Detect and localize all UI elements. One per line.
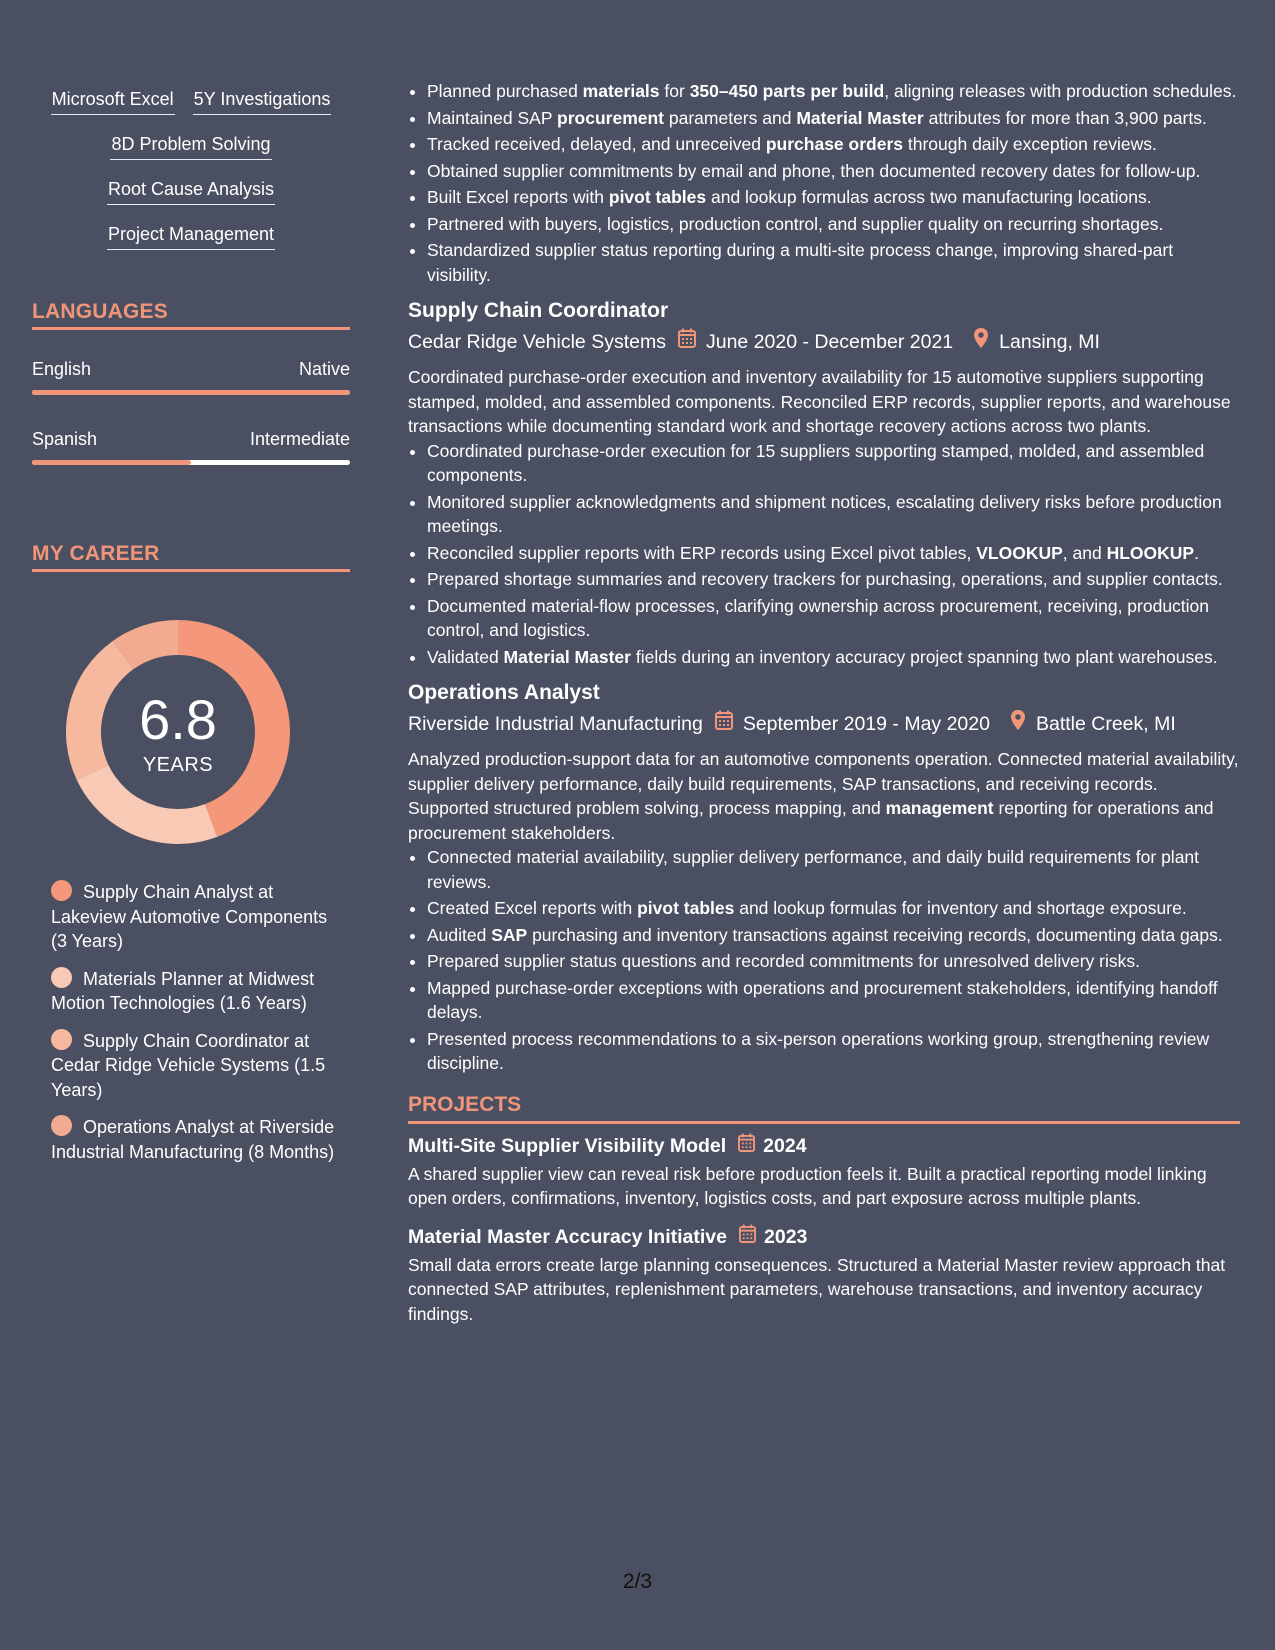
bullet-item: • Audited SAP purchasing and inventory transactions against receiving records, documenting data gaps. <box>427 923 1240 948</box>
skill-row <box>32 176 350 221</box>
bullet-item: • Tracked received, delayed, and unreceived purchase orders through daily exception reviews. <box>427 132 1240 157</box>
job-company: Cedar Ridge Vehicle Systems <box>408 331 666 353</box>
right-column <box>408 79 1240 1326</box>
job-title: Operations Analyst <box>408 681 600 704</box>
bullet-item: • Prepared supplier status questions and recorded commitments for unresolved delivery risks. <box>427 949 1240 974</box>
language-proficiency-fill <box>32 390 350 395</box>
legend-dot <box>51 880 72 901</box>
career-legend-item <box>51 967 341 1016</box>
bullet-item: • Presented process recommendations to a six-person operations working group, strengthening review discipline. <box>427 1027 1240 1076</box>
career-legend-item <box>51 1029 341 1103</box>
job-meta <box>408 709 1240 739</box>
project-description: Small data errors create large planning consequences. Structured a Material Master review approach that connected SAP attributes, replenishment parameters, warehouse transactions, and inventory accuracy findings. <box>408 1254 1226 1324</box>
bullet-item: • Obtained supplier commitments by email and phone, then documented recovery dates for follow-up. <box>427 159 1240 184</box>
language-proficiency-bar <box>32 460 350 465</box>
bullet-item: • Connected material availability, supplier delivery performance, and daily build requirements for plant reviews. <box>427 845 1240 894</box>
job-meta <box>408 327 1240 357</box>
language-spanish <box>32 428 350 465</box>
page-number: 2/3 <box>622 1570 653 1593</box>
career-donut-chart <box>66 620 290 844</box>
language-proficiency-fill <box>32 460 191 465</box>
calendar-icon <box>678 328 696 356</box>
project-year: 2023 <box>764 1225 808 1248</box>
legend-label: Operations Analyst at Riverside Industrial Manufacturing (8 Months) <box>51 1117 335 1162</box>
skill-tag: Project Management <box>107 221 275 250</box>
job-dates: June 2020 - December 2021 <box>705 331 954 353</box>
language-proficiency-bar <box>32 390 350 395</box>
bullet-item: • Planned purchased materials for 350–450 parts per build, aligning releases with production schedules. <box>427 79 1240 104</box>
calendar-icon <box>715 710 733 738</box>
job-company: Riverside Industrial Manufacturing <box>408 713 703 735</box>
bullet-item: • Documented material-flow processes, clarifying ownership across procurement, receiving, production control, and logistics. <box>427 594 1240 643</box>
bullet-item: • Reconciled supplier reports with ERP records using Excel pivot tables, VLOOKUP, and HLOOKUP. <box>427 541 1240 566</box>
legend-dot <box>51 1115 72 1136</box>
career-legend-item <box>51 880 341 954</box>
skill-tag: 5Y Investigations <box>193 86 332 115</box>
career-total-unit: YEARS <box>142 754 214 776</box>
career-total-years: 6.8 <box>139 688 217 751</box>
legend-label: Supply Chain Coordinator at Cedar Ridge Vehicle Systems (1.5 Years) <box>51 1030 326 1100</box>
job-summary: Analyzed production-support data for an automotive components operation. Connected material availability, supplier delivery performance, daily build requirements, SAP transactions, and receiving records. Supported structured problem solving, process mapping, and management reporting for operations and procurement stakeholders. <box>408 749 1239 843</box>
project-description: A shared supplier view can reveal risk before production feels it. Built a practical reporting model linking open orders, confirmations, inventory, logistics costs, and part exposure across multiple plants. <box>408 1163 1207 1208</box>
previous-job-bullets <box>408 79 1240 287</box>
project-year: 2024 <box>763 1134 807 1157</box>
language-english <box>32 358 350 395</box>
bullet-item: • Maintained SAP procurement parameters and Material Master attributes for more than 3,900 parts. <box>427 106 1240 131</box>
project-title-row <box>408 1223 1240 1251</box>
job-bullets <box>408 439 1240 670</box>
calendar-icon <box>739 1223 756 1251</box>
job-title: Supply Chain Coordinator <box>408 299 669 322</box>
skill-tag: Microsoft Excel <box>51 86 175 115</box>
legend-dot <box>51 967 72 988</box>
career-heading: MY CAREER <box>32 542 350 572</box>
location-pin-icon <box>973 327 989 357</box>
language-name: English <box>32 359 92 379</box>
bullet-item: • Built Excel reports with pivot tables and lookup formulas across two manufacturing locations. <box>427 185 1240 210</box>
project-title: Material Master Accuracy Initiative <box>408 1225 727 1248</box>
bullet-item: • Standardized supplier status reporting during a multi-site process change, improving shared-part visibility. <box>427 238 1240 287</box>
project-title: Multi-Site Supplier Visibility Model <box>408 1134 727 1157</box>
job-bullets <box>408 845 1240 1076</box>
bullet-item: • Monitored supplier acknowledgments and shipment notices, escalating delivery risks before production meetings. <box>427 490 1240 539</box>
legend-label: Supply Chain Analyst at Lakeview Automotive Components (3 Years) <box>51 882 328 951</box>
languages-heading: LANGUAGES <box>32 300 350 330</box>
job-location: Battle Creek, MI <box>1035 713 1176 735</box>
bullet-item: • Validated Material Master fields during an inventory accuracy project spanning two plant warehouses. <box>427 645 1240 670</box>
legend-dot <box>51 1029 72 1050</box>
language-level: Native <box>298 359 350 379</box>
skill-row <box>32 221 350 266</box>
project-title-row <box>408 1132 1240 1160</box>
calendar-icon <box>738 1132 755 1160</box>
skill-tag: Root Cause Analysis <box>107 176 275 205</box>
skill-tag: 8D Problem Solving <box>110 131 271 160</box>
job-dates: September 2019 - May 2020 <box>742 713 990 735</box>
skills-list <box>32 86 350 266</box>
legend-label: Materials Planner at Midwest Motion Technologies (1.6 Years) <box>51 968 315 1013</box>
language-level: Intermediate <box>249 429 350 449</box>
job-location: Lansing, MI <box>999 331 1100 353</box>
bullet-item: • Coordinated purchase-order execution for 15 suppliers supporting stamped, molded, and assembled components. <box>427 439 1240 488</box>
skill-row <box>32 86 350 131</box>
bullet-item: • Prepared shortage summaries and recovery trackers for purchasing, operations, and supplier contacts. <box>427 567 1240 592</box>
bullet-item: • Created Excel reports with pivot tables and lookup formulas for inventory and shortage exposure. <box>427 896 1240 921</box>
skill-row <box>32 131 350 176</box>
language-name: Spanish <box>32 429 98 449</box>
location-pin-icon <box>1010 709 1026 739</box>
career-legend <box>51 880 341 1177</box>
career-legend-item <box>51 1115 341 1164</box>
job-summary: Coordinated purchase-order execution and inventory availability for 15 automotive suppliers supporting stamped, molded, and assembled components. Reconciled ERP records, supplier reports, and warehouse transactions while documenting standard work and shortage recovery actions across two plants. <box>408 367 1231 436</box>
projects-heading: PROJECTS <box>408 1093 1240 1124</box>
bullet-item: • Mapped purchase-order exceptions with operations and procurement stakeholders, identifying handoff delays. <box>427 976 1240 1025</box>
bullet-item: • Partnered with buyers, logistics, production control, and supplier quality on recurring shortages. <box>427 212 1240 237</box>
